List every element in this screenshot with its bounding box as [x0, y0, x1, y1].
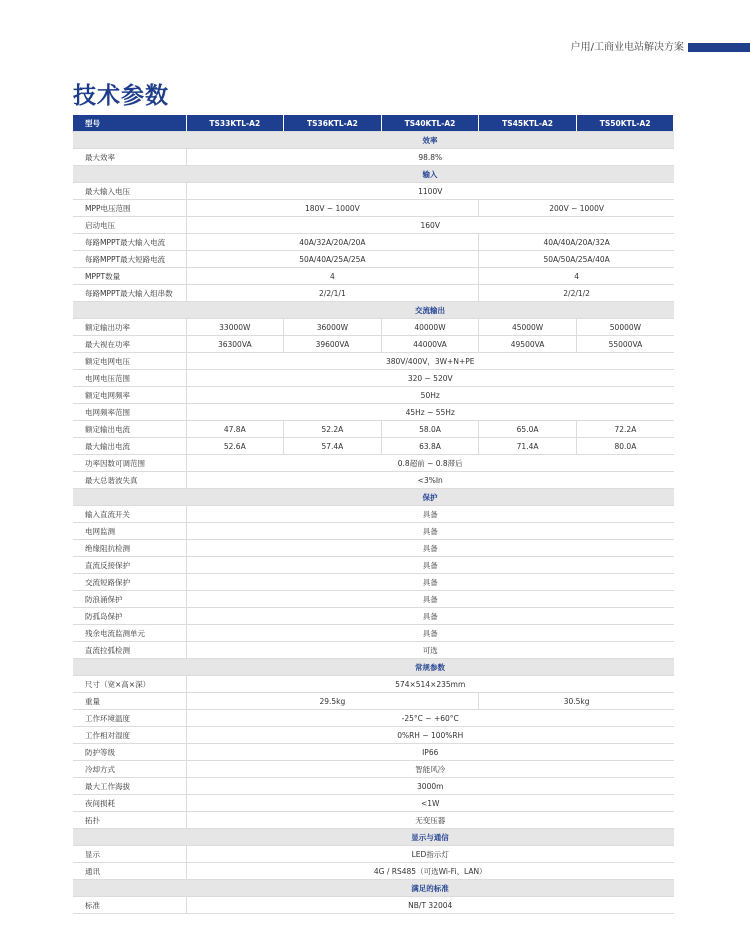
table-row: [73, 778, 674, 795]
row-value: 36300VA: [186, 336, 284, 353]
section-spacer: [73, 166, 186, 183]
row-value: 40000W: [381, 319, 479, 336]
table-row: [73, 472, 674, 489]
row-label: MPP电压范围: [73, 200, 186, 217]
section-row: [73, 132, 674, 149]
row-value: 0.8超前 ~ 0.8滞后: [186, 455, 674, 472]
row-value: LED指示灯: [186, 846, 674, 863]
row-value: 40A/32A/20A/20A: [186, 234, 479, 251]
row-value: IP66: [186, 744, 674, 761]
section-spacer: [73, 829, 186, 846]
row-value: 具备: [186, 625, 674, 642]
table-row: [73, 336, 674, 353]
row-label: 直流拉弧检测: [73, 642, 186, 659]
column-header-model: TS33KTL-A2: [186, 115, 284, 132]
row-label: 额定输出电流: [73, 421, 186, 438]
row-label: 电网电压范围: [73, 370, 186, 387]
column-header-label: 型号: [73, 115, 186, 132]
row-value: 52.2A: [284, 421, 382, 438]
row-value: 33000W: [186, 319, 284, 336]
table-row: [73, 183, 674, 200]
row-value: 可选: [186, 642, 674, 659]
row-label: 电网监测: [73, 523, 186, 540]
table-row: [73, 421, 674, 438]
table-row: [73, 200, 674, 217]
column-header-model: TS36KTL-A2: [284, 115, 382, 132]
row-value: 50A/50A/25A/40A: [479, 251, 674, 268]
section-title: 保护: [186, 489, 674, 506]
row-value: 39600VA: [284, 336, 382, 353]
row-label: 额定输出功率: [73, 319, 186, 336]
row-label: 最大工作海拔: [73, 778, 186, 795]
table-row: [73, 693, 674, 710]
table-row: [73, 795, 674, 812]
section-title: 常规参数: [186, 659, 674, 676]
section-spacer: [73, 132, 186, 149]
row-label: 最大效率: [73, 149, 186, 166]
table-row: [73, 710, 674, 727]
table-row: [73, 438, 674, 455]
row-label: 最大视在功率: [73, 336, 186, 353]
row-value: 50Hz: [186, 387, 674, 404]
section-row: [73, 166, 674, 183]
table-row: [73, 523, 674, 540]
table-row: [73, 506, 674, 523]
section-row: [73, 489, 674, 506]
section-title: 输入: [186, 166, 674, 183]
row-label: 绝缘阻抗检测: [73, 540, 186, 557]
row-value: 49500VA: [479, 336, 577, 353]
row-label: 防浪涌保护: [73, 591, 186, 608]
row-label: 夜间损耗: [73, 795, 186, 812]
row-value: 4G / RS485（可选Wi-Fi、LAN）: [186, 863, 674, 880]
row-value: 63.8A: [381, 438, 479, 455]
table-row: [73, 591, 674, 608]
row-label: 直流反接保护: [73, 557, 186, 574]
row-label: 最大输出电流: [73, 438, 186, 455]
row-label: 每路MPPT最大短路电流: [73, 251, 186, 268]
row-label: 冷却方式: [73, 761, 186, 778]
row-label: 交流短路保护: [73, 574, 186, 591]
row-label: 尺寸（宽×高×深）: [73, 676, 186, 693]
section-label: 户用/工商业电站解决方案: [570, 42, 684, 53]
table-row: [73, 353, 674, 370]
row-label: 启动电压: [73, 217, 186, 234]
row-label: 防护等级: [73, 744, 186, 761]
spec-table: [73, 115, 674, 914]
row-value: 57.4A: [284, 438, 382, 455]
column-header-model: TS50KTL-A2: [576, 115, 674, 132]
top-banner: [0, 41, 750, 57]
row-value: -25°C ~ +60°C: [186, 710, 674, 727]
table-row: [73, 812, 674, 829]
accent-bar: [688, 43, 750, 52]
row-value: 574×514×235mm: [186, 676, 674, 693]
row-value: 具备: [186, 540, 674, 557]
table-row: [73, 455, 674, 472]
row-value: 4: [479, 268, 674, 285]
row-label: MPPT数量: [73, 268, 186, 285]
row-value: 200V ~ 1000V: [479, 200, 674, 217]
row-label: 功率因数可调范围: [73, 455, 186, 472]
table-row: [73, 574, 674, 591]
row-value: 2/2/1/1: [186, 285, 479, 302]
table-row: [73, 744, 674, 761]
page-title: 技术参数: [73, 83, 169, 109]
row-value: 44000VA: [381, 336, 479, 353]
section-title: 效率: [186, 132, 674, 149]
table-row: [73, 540, 674, 557]
row-label: 拓扑: [73, 812, 186, 829]
row-value: 40A/40A/20A/32A: [479, 234, 674, 251]
row-value: 30.5kg: [479, 693, 674, 710]
row-value: 98.8%: [186, 149, 674, 166]
section-row: [73, 880, 674, 897]
table-row: [73, 370, 674, 387]
row-value: 47.8A: [186, 421, 284, 438]
table-row: [73, 863, 674, 880]
row-label: 每路MPPT最大输入组串数: [73, 285, 186, 302]
row-value: 3000m: [186, 778, 674, 795]
row-value: 具备: [186, 574, 674, 591]
section-row: [73, 829, 674, 846]
row-value: 80.0A: [576, 438, 674, 455]
row-value: 2/2/1/2: [479, 285, 674, 302]
table-row: [73, 897, 674, 914]
table-row: [73, 642, 674, 659]
table-row: [73, 251, 674, 268]
row-label: 最大总谐波失真: [73, 472, 186, 489]
row-label: 残余电流监测单元: [73, 625, 186, 642]
row-label: 工作相对湿度: [73, 727, 186, 744]
row-label: 最大输入电压: [73, 183, 186, 200]
row-value: 4: [186, 268, 479, 285]
row-label: 电网频率范围: [73, 404, 186, 421]
section-title: 显示与通信: [186, 829, 674, 846]
column-header-model: TS45KTL-A2: [479, 115, 577, 132]
row-value: 58.0A: [381, 421, 479, 438]
section-title: 满足的标准: [186, 880, 674, 897]
row-value: 具备: [186, 608, 674, 625]
row-value: 72.2A: [576, 421, 674, 438]
table-row: [73, 268, 674, 285]
table-row: [73, 285, 674, 302]
row-value: 45Hz ~ 55Hz: [186, 404, 674, 421]
row-value: 320 ~ 520V: [186, 370, 674, 387]
row-value: 具备: [186, 557, 674, 574]
row-value: 29.5kg: [186, 693, 479, 710]
row-label: 显示: [73, 846, 186, 863]
row-label: 重量: [73, 693, 186, 710]
row-value: <3%In: [186, 472, 674, 489]
row-label: 工作环境温度: [73, 710, 186, 727]
row-value: 具备: [186, 506, 674, 523]
section-spacer: [73, 489, 186, 506]
section-row: [73, 302, 674, 319]
row-value: 无变压器: [186, 812, 674, 829]
row-value: 50000W: [576, 319, 674, 336]
row-value: 36000W: [284, 319, 382, 336]
row-value: 71.4A: [479, 438, 577, 455]
table-row: [73, 319, 674, 336]
row-value: <1W: [186, 795, 674, 812]
table-row: [73, 149, 674, 166]
row-value: 65.0A: [479, 421, 577, 438]
column-header-model: TS40KTL-A2: [381, 115, 479, 132]
row-value: 180V ~ 1000V: [186, 200, 479, 217]
table-row: [73, 846, 674, 863]
table-row: [73, 217, 674, 234]
section-spacer: [73, 880, 186, 897]
row-value: 1100V: [186, 183, 674, 200]
table-row: [73, 234, 674, 251]
row-value: 具备: [186, 591, 674, 608]
row-value: 45000W: [479, 319, 577, 336]
table-row: [73, 676, 674, 693]
section-title: 交流输出: [186, 302, 674, 319]
section-spacer: [73, 302, 186, 319]
row-label: 每路MPPT最大输入电流: [73, 234, 186, 251]
row-label: 防孤岛保护: [73, 608, 186, 625]
row-label: 额定电网频率: [73, 387, 186, 404]
table-row: [73, 557, 674, 574]
table-row: [73, 761, 674, 778]
row-label: 通讯: [73, 863, 186, 880]
row-value: 52.6A: [186, 438, 284, 455]
section-row: [73, 659, 674, 676]
row-value: 0%RH ~ 100%RH: [186, 727, 674, 744]
row-value: 具备: [186, 523, 674, 540]
table-row: [73, 727, 674, 744]
table-row: [73, 608, 674, 625]
row-label: 输入直流开关: [73, 506, 186, 523]
table-row: [73, 387, 674, 404]
header-row: [73, 115, 674, 132]
table-row: [73, 625, 674, 642]
row-label: 标准: [73, 897, 186, 914]
section-spacer: [73, 659, 186, 676]
row-value: 智能风冷: [186, 761, 674, 778]
row-value: NB/T 32004: [186, 897, 674, 914]
row-value: 380V/400V，3W+N+PE: [186, 353, 674, 370]
row-value: 50A/40A/25A/25A: [186, 251, 479, 268]
row-value: 160V: [186, 217, 674, 234]
row-label: 额定电网电压: [73, 353, 186, 370]
table-row: [73, 404, 674, 421]
row-value: 55000VA: [576, 336, 674, 353]
